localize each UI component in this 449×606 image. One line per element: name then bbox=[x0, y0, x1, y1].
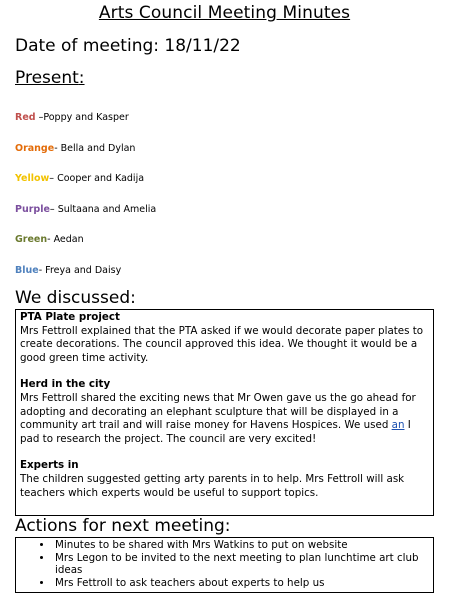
herd-text bbox=[20, 392, 429, 446]
member-row-orange bbox=[15, 143, 135, 154]
team-separator: - bbox=[47, 234, 54, 245]
member-row-green bbox=[15, 234, 84, 245]
action-item: • Mrs Fettroll to ask teachers about experts to help us bbox=[53, 577, 433, 590]
member-names: Poppy and Kasper bbox=[43, 112, 129, 123]
member-names: Cooper and Kadija bbox=[57, 173, 145, 184]
team-separator: – bbox=[35, 112, 44, 123]
herd-heading: Herd in the city bbox=[20, 378, 111, 391]
present-heading-colon: : bbox=[78, 68, 85, 88]
team-separator: – bbox=[49, 204, 58, 215]
team-name: Yellow bbox=[15, 173, 50, 184]
team-separator: - bbox=[54, 143, 61, 154]
member-names: Aedan bbox=[53, 234, 84, 245]
pta-heading: PTA Plate project bbox=[20, 311, 120, 323]
actions-heading: Actions for next meeting: bbox=[15, 516, 231, 536]
herd-link-word: an bbox=[391, 419, 405, 432]
herd-text-part1: Mrs Fettroll shared the exciting news that Mr Owen gave us the go ahead for adopting and decorating an elephant sculpture that will be displayed in a community art trail and will raise money for Havens Hospices. We used bbox=[20, 391, 416, 432]
team-name: Purple bbox=[15, 204, 50, 215]
present-heading bbox=[15, 68, 85, 88]
discussion-box bbox=[15, 309, 434, 516]
team-name: Red bbox=[15, 112, 36, 123]
meeting-date: Date of meeting: 18/11/22 bbox=[15, 36, 241, 56]
team-separator: - bbox=[38, 265, 46, 276]
team-name: Orange bbox=[15, 143, 55, 154]
member-row-purple bbox=[15, 204, 156, 215]
discussed-heading: We discussed: bbox=[15, 288, 136, 308]
member-row-red bbox=[15, 112, 129, 123]
present-heading-text: Present bbox=[15, 68, 79, 88]
pta-text: Mrs Fettroll explained that the PTA asked if we would decorate paper plates to create decorations. The council approved this idea. We thought it would be a good green time activity. bbox=[20, 324, 424, 364]
action-item: • Minutes to be shared with Mrs Watkins to put on website bbox=[53, 539, 433, 552]
member-names: Bella and Dylan bbox=[60, 143, 136, 154]
experts-heading: Experts in bbox=[20, 459, 79, 472]
document-title: Arts Council Meeting Minutes bbox=[98, 3, 351, 23]
member-names: Sultaana and Amelia bbox=[57, 204, 157, 215]
team-name: Blue bbox=[15, 265, 39, 276]
actions-box bbox=[15, 537, 434, 593]
action-item: • Mrs Legon to be invited to the next meeting to plan lunchtime art club ideas bbox=[53, 552, 433, 577]
member-row-yellow bbox=[15, 173, 144, 184]
actions-list bbox=[16, 539, 433, 589]
team-separator: – bbox=[49, 173, 58, 184]
herd-text-part2: I pad to research the project. The council are very excited! bbox=[20, 419, 411, 445]
member-row-blue bbox=[15, 265, 121, 276]
experts-text: The children suggested getting arty parents in to help. Mrs Fettroll will ask teachers which experts would be useful to support topics. bbox=[20, 472, 405, 499]
team-name: Green bbox=[15, 234, 48, 245]
member-names: Freya and Daisy bbox=[45, 265, 122, 276]
